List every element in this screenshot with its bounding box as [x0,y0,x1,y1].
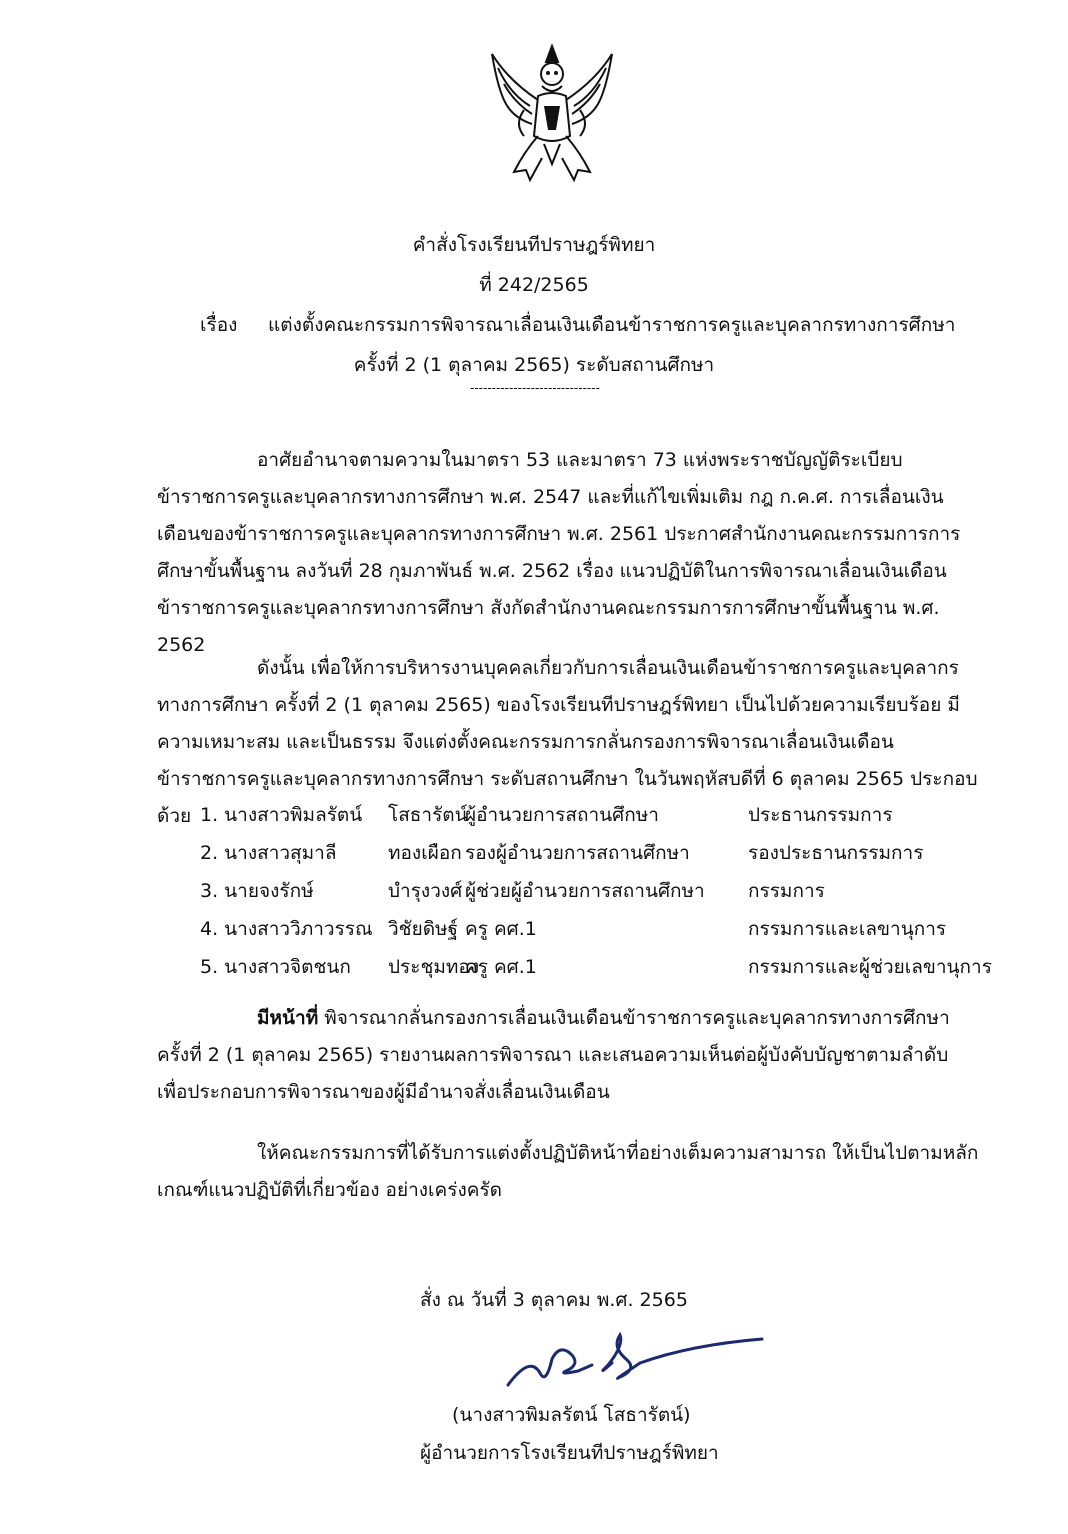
member-surname: ทองเผือก [388,842,462,864]
paragraph-instruction: ให้คณะกรรมการที่ได้รับการแต่งตั้งปฏิบัติหน้าที่อย่างเต็มความสามารถ ให้เป็นไปตามหลักเกณฑ์แนวปฏิบัติที่เกี่ยวข้อง อย่างเคร่งครัด [157,1142,979,1201]
member-role: กรรมการและผู้ช่วยเลขานุการ [748,956,992,978]
committee-row [200,838,1000,874]
member-name: 1. นางสาวพิมลรัตน์ [200,804,363,826]
member-name: 3. นายจงรักษ์ [200,880,314,902]
member-surname: ประชุมทอง [388,956,480,978]
member-role: รองประธานกรรมการ [748,842,924,864]
duty-label: มีหน้าที่ [257,1007,319,1029]
member-name: 2. นางสาวสุมาลี [200,842,337,864]
paragraph-purpose: ดังนั้น เพื่อให้การบริหารงานบุคคลเกี่ยวกับการเลื่อนเงินเดือนข้าราชการครูและบุคลากรทางการศึกษา ครั้งที่ 2 (1 ตุลาคม 2565) ของโรงเรียนทีปราษฎร์พิทยา เป็นไปด้วยความเรียบร้อย มีความเหมาะสม และเป็นธรรม จึงแต่งตั้งคณะกรรมการกลั่นกรองการพิจารณาเลื่อนเงินเดือนข้าราชการครูและบุคลากรทางการศึกษา ระดับสถานศึกษา ในวันพฤหัสบดีที่ 6 ตุลาคม 2565 ประกอบด้วย [157,657,978,827]
member-position: ผู้ช่วยผู้อำนวยการสถานศึกษา [465,880,705,902]
member-role: ประธานกรรมการ [748,804,893,826]
member-role: กรรมการ [748,880,825,902]
committee-row [200,876,1000,912]
paragraph-authority: อาศัยอำนาจตามความในมาตรา 53 และมาตรา 73 แห่งพระราชบัญญัติระเบียบข้าราชการครูและบุคลากรทางการศึกษา พ.ศ. 2547 และที่แก้ไขเพิ่มเติม กฎ ก.ค.ศ. การเลื่อนเงินเดือนของข้าราชการครูและบุคลากรทางการศึกษา พ.ศ. 2561 ประกาศสำนักงานคณะกรรมการการศึกษาขั้นพื้นฐาน ลงวันที่ 28 กุมภาพันธ์ พ.ศ. 2562 เรื่อง แนวปฏิบัติในการพิจารณาเลื่อนเงินเดือนข้าราชการครูและบุคลากรทางการศึกษา สังกัดสำนักงานคณะกรรมการการศึกษาขั้นพื้นฐาน พ.ศ. 2562 [157,449,961,656]
signer-name: (นางสาวพิมลรัตน์ โสธารัตน์) [452,1404,691,1426]
member-surname: โสธารัตน์ [388,804,468,826]
order-date: สั่ง ณ วันที่ 3 ตุลาคม พ.ศ. 2565 [420,1289,688,1311]
order-title: คำสั่งโรงเรียนทีปราษฎร์พิทยา [412,234,656,256]
paragraph-duty [157,1000,980,1111]
committee-row [200,952,1000,988]
member-position: รองผู้อำนวยการสถานศึกษา [465,842,690,864]
member-name: 4. นางสาววิภาวรรณ [200,918,373,940]
duty-text: พิจารณากลั่นกรองการเลื่อนเงินเดือนข้าราชการครูและบุคลากรทางการศึกษา ครั้งที่ 2 (1 ตุลาคม 2565) รายงานผลการพิจารณา และเสนอความเห็นต่อผู้บังคับบัญชาตามลำดับ เพื่อประกอบการพิจารณาของผู้มีอำนาจสั่งเลื่อนเงินเดือน [157,1007,950,1103]
member-name: 5. นางสาวจิตชนก [200,956,351,978]
member-role: กรรมการและเลขานุการ [748,918,947,940]
member-surname: วิชัยดิษฐ์ [388,918,459,940]
committee-row [200,914,1000,950]
subject-line-2: ครั้งที่ 2 (1 ตุลาคม 2565) ระดับสถานศึกษา [353,354,715,376]
subject-label: เรื่อง [200,314,238,336]
member-position: ครู คศ.1 [465,918,537,940]
order-number: ที่ 242/2565 [479,274,589,296]
subject-line-1: แต่งตั้งคณะกรรมการพิจารณาเลื่อนเงินเดือนข้าราชการครูและบุคลากรทางการศึกษา [268,314,956,336]
member-position: ครู คศ.1 [465,956,537,978]
garuda-emblem [484,40,620,190]
member-position: ผู้อำนวยการสถานศึกษา [465,804,659,826]
member-surname: บำรุงวงศ์ [388,880,463,902]
signer-title: ผู้อำนวยการโรงเรียนทีปราษฎร์พิทยา [420,1442,719,1464]
signature [500,1325,770,1395]
committee-row [200,800,1000,836]
